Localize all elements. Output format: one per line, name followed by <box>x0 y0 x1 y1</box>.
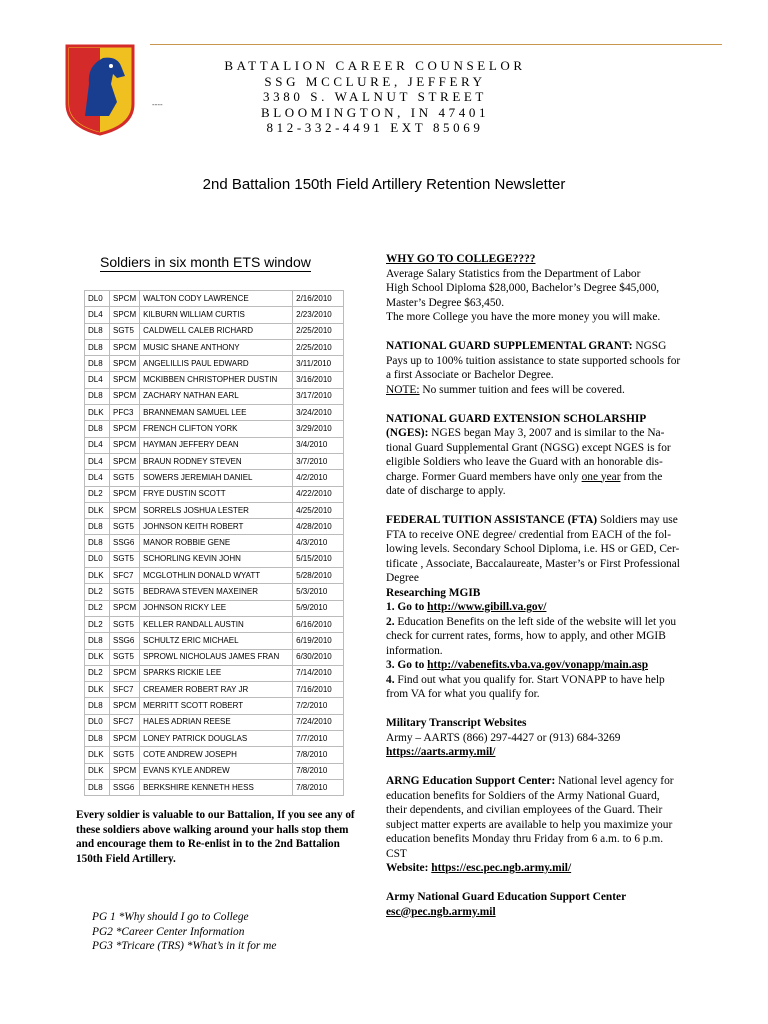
esc-text: National level agency for <box>555 775 674 787</box>
reenlist-appeal: Every soldier is valuable to our Battalion, If you see any of these soldiers above walking around your halls stop them and encourage them to Re-enlist in to the 2nd Battalion 150th Field Artillery. <box>76 809 355 865</box>
roster-date-cell: 3/7/2010 <box>293 453 344 469</box>
table-row <box>85 616 344 632</box>
esc-text: CST <box>386 847 407 860</box>
esc-heading: ARNG Education Support Center: <box>386 775 556 787</box>
newsletter-title: 2nd Battalion 150th Field Artillery Retention Newsletter <box>202 176 566 193</box>
roster-name-cell: KILBURN WILLIAM CURTIS <box>140 307 293 323</box>
roster-unit-cell: DL2 <box>85 600 110 616</box>
roster-date-cell: 3/29/2010 <box>293 421 344 437</box>
roster-date-cell: 6/16/2010 <box>293 616 344 632</box>
mgib-text: information. <box>386 644 443 657</box>
nges-text: tional Guard Supplemental Grant (NGSG) except NGES is for <box>386 441 671 454</box>
roster-date-cell: 3/4/2010 <box>293 437 344 453</box>
nges-text: from the <box>620 470 663 483</box>
roster-unit-cell: DL8 <box>85 698 110 714</box>
roster-name-cell: MANOR ROBBIE GENE <box>140 535 293 551</box>
roster-rank-cell: SGT5 <box>110 323 140 339</box>
counselor-contact-block <box>175 58 575 136</box>
roster-date-cell: 5/15/2010 <box>293 551 344 567</box>
roster-unit-cell: DL2 <box>85 486 110 502</box>
table-row <box>85 779 344 795</box>
mgib-text: Education Benefits on the left side of the website will let you <box>394 615 677 628</box>
roster-unit-cell: DL4 <box>85 453 110 469</box>
ngsg-text: a first Associate or Bachelor Degree. <box>386 369 554 381</box>
roster-date-cell: 3/24/2010 <box>293 405 344 421</box>
table-row <box>85 405 344 421</box>
esc-website-link[interactable]: https://esc.pec.ngb.army.mil/ <box>431 862 572 874</box>
table-row <box>85 323 344 339</box>
mgib-text: from VA for what you qualify for. <box>386 688 540 700</box>
roster-date-cell: 4/22/2010 <box>293 486 344 502</box>
roster-unit-cell: DLK <box>85 682 110 698</box>
roster-date-cell: 7/7/2010 <box>293 731 344 747</box>
college-text: Master’s Degree $63,450. <box>386 296 505 309</box>
roster-rank-cell: SSG6 <box>110 633 140 649</box>
mgib-step-label: 4. <box>386 673 395 686</box>
roster-date-cell: 3/11/2010 <box>293 356 344 372</box>
roster-date-cell: 3/17/2010 <box>293 388 344 404</box>
roster-name-cell: BERKSHIRE KENNETH HESS <box>140 779 293 795</box>
roster-rank-cell: SGT5 <box>110 616 140 632</box>
roster-name-cell: BEDRAVA STEVEN MAXEINER <box>140 584 293 600</box>
roster-date-cell: 2/25/2010 <box>293 339 344 355</box>
table-row <box>85 356 344 372</box>
table-row <box>85 307 344 323</box>
mgib-step-label: 3. Go to <box>386 659 428 671</box>
header-dashes: ---- <box>152 100 163 109</box>
roster-name-cell: FRENCH CLIFTON YORK <box>140 421 293 437</box>
college-text: The more College you have the more money you will make. <box>386 311 661 323</box>
roster-name-cell: ZACHARY NATHAN EARL <box>140 388 293 404</box>
roster-date-cell: 6/30/2010 <box>293 649 344 665</box>
roster-rank-cell: SFC7 <box>110 714 140 730</box>
roster-unit-cell: DLK <box>85 568 110 584</box>
roster-name-cell: MCKIBBEN CHRISTOPHER DUSTIN <box>140 372 293 388</box>
roster-name-cell: HALES ADRIAN REESE <box>140 714 293 730</box>
roster-rank-cell: SFC7 <box>110 682 140 698</box>
roster-rank-cell: SPCM <box>110 421 140 437</box>
roster-unit-cell: DL8 <box>85 388 110 404</box>
roster-name-cell: CREAMER ROBERT RAY JR <box>140 682 293 698</box>
roster-name-cell: BRANNEMAN SAMUEL LEE <box>140 405 293 421</box>
roster-rank-cell: SPCM <box>110 665 140 681</box>
roster-date-cell: 7/8/2010 <box>293 779 344 795</box>
table-row <box>85 551 344 567</box>
fta-text: Soldiers may use <box>597 514 678 526</box>
roster-date-cell: 7/24/2010 <box>293 714 344 730</box>
roster-name-cell: FRYE DUSTIN SCOTT <box>140 486 293 502</box>
ngsg-note-text: No summer tuition and fees will be covered. <box>419 383 625 396</box>
counselor-title: BATTALION CAREER COUNSELOR <box>224 58 526 73</box>
roster-unit-cell: DL8 <box>85 323 110 339</box>
roster-unit-cell: DL8 <box>85 339 110 355</box>
mgib-step-label: 2. <box>386 615 395 628</box>
roster-name-cell: MUSIC SHANE ANTHONY <box>140 339 293 355</box>
fta-heading: FEDERAL TUITION ASSISTANCE (FTA) <box>386 514 598 526</box>
roster-unit-cell: DL4 <box>85 470 110 486</box>
mgib-text: check for current rates, forms, how to apply, and other MGIB <box>386 630 666 642</box>
table-row <box>85 568 344 584</box>
roster-rank-cell: SPCM <box>110 731 140 747</box>
table-row <box>85 421 344 437</box>
esc-website-label: Website: <box>386 862 429 874</box>
roster-rank-cell: SSG6 <box>110 779 140 795</box>
roster-name-cell: JOHNSON KEITH ROBERT <box>140 519 293 535</box>
page-index <box>92 910 276 954</box>
roster-rank-cell: SPCM <box>110 356 140 372</box>
table-row <box>85 600 344 616</box>
roster-name-cell: KELLER RANDALL AUSTIN <box>140 616 293 632</box>
counselor-phone: 812-332-4491 EXT 85069 <box>266 120 484 135</box>
roster-unit-cell: DL4 <box>85 307 110 323</box>
table-row <box>85 502 344 518</box>
roster-rank-cell: SGT5 <box>110 649 140 665</box>
roster-unit-cell: DL2 <box>85 616 110 632</box>
roster-unit-cell: DL2 <box>85 584 110 600</box>
roster-unit-cell: DLK <box>85 747 110 763</box>
table-row <box>85 731 344 747</box>
table-row <box>85 682 344 698</box>
roster-rank-cell: SPCM <box>110 307 140 323</box>
roster-rank-cell: SPCM <box>110 291 140 307</box>
roster-date-cell: 5/3/2010 <box>293 584 344 600</box>
table-row <box>85 698 344 714</box>
fta-text: tificate , Associate, Baccalaureate, Master’s or First Professional <box>386 557 680 570</box>
roster-date-cell: 2/16/2010 <box>293 291 344 307</box>
roster-unit-cell: DL2 <box>85 665 110 681</box>
roster-name-cell: MERRITT SCOTT ROBERT <box>140 698 293 714</box>
table-row <box>85 649 344 665</box>
counselor-name: SSG MCCLURE, JEFFERY <box>264 73 486 89</box>
table-row <box>85 714 344 730</box>
roster-name-cell: SCHULTZ ERIC MICHAEL <box>140 633 293 649</box>
ngsg-text: Pays up to 100% tuition assistance to state supported schools for <box>386 354 681 367</box>
education-column <box>386 252 721 919</box>
table-row <box>85 437 344 453</box>
roster-name-cell: EVANS KYLE ANDREW <box>140 763 293 779</box>
nges-text: eligible Soldiers who leave the Guard with an honorable dis- <box>386 456 663 468</box>
table-row <box>85 291 344 307</box>
table-row <box>85 388 344 404</box>
roster-unit-cell: DL8 <box>85 633 110 649</box>
roster-name-cell: SORRELS JOSHUA LESTER <box>140 502 293 518</box>
esc-contact-heading: Army National Guard Education Support Center <box>386 891 627 903</box>
counselor-street: 3380 S. WALNUT STREET <box>263 89 487 104</box>
roster-date-cell: 2/23/2010 <box>293 307 344 323</box>
roster-rank-cell: SGT5 <box>110 584 140 600</box>
nges-heading: NATIONAL GUARD EXTENSION SCHOLARSHIP <box>386 412 647 425</box>
roster-rank-cell: SPCM <box>110 502 140 518</box>
table-row <box>85 584 344 600</box>
table-row <box>85 486 344 502</box>
table-row <box>85 535 344 551</box>
field-artillery-brigade-shield-icon <box>65 44 135 136</box>
transcript-text: Army – AARTS (866) 297-4427 or (913) 684-3269 <box>386 731 621 744</box>
roster-rank-cell: SPCM <box>110 372 140 388</box>
table-row <box>85 339 344 355</box>
roster-name-cell: CALDWELL CALEB RICHARD <box>140 323 293 339</box>
roster-unit-cell: DLK <box>85 405 110 421</box>
esc-text: subject matter experts are available to help you maximize your <box>386 818 673 831</box>
esc-text: their dependents, and civilian employees of the Guard. Their <box>386 804 663 816</box>
aarts-link[interactable]: https://aarts.army.mil/ <box>386 746 496 758</box>
roster-name-cell: MCGLOTHLIN DONALD WYATT <box>140 568 293 584</box>
roster-date-cell: 7/8/2010 <box>293 763 344 779</box>
nges-text: date of discharge to apply. <box>386 485 506 497</box>
roster-date-cell: 4/28/2010 <box>293 519 344 535</box>
roster-name-cell: SPARKS RICKIE LEE <box>140 665 293 681</box>
roster-unit-cell: DL4 <box>85 372 110 388</box>
roster-rank-cell: SPCM <box>110 388 140 404</box>
counselor-city: BLOOMINGTON, IN 47401 <box>260 104 490 120</box>
roster-date-cell: 5/9/2010 <box>293 600 344 616</box>
roster-name-cell: SCHORLING KEVIN JOHN <box>140 551 293 567</box>
esc-text: education benefits for Soldiers of the Army National Guard, <box>386 789 660 802</box>
nges-heading-abbr: (NGES): <box>386 427 429 439</box>
roster-rank-cell: SPCM <box>110 339 140 355</box>
roster-rank-cell: SGT5 <box>110 470 140 486</box>
table-row <box>85 519 344 535</box>
roster-date-cell: 4/25/2010 <box>293 502 344 518</box>
roster-date-cell: 4/3/2010 <box>293 535 344 551</box>
roster-rank-cell: SFC7 <box>110 568 140 584</box>
roster-name-cell: BRAUN RODNEY STEVEN <box>140 453 293 469</box>
soldier-roster-table <box>84 290 344 796</box>
table-row <box>85 763 344 779</box>
page-index-item: PG3 *Tricare (TRS) *What’s in it for me <box>92 940 277 952</box>
roster-unit-cell: DL8 <box>85 779 110 795</box>
roster-rank-cell: SPCM <box>110 437 140 453</box>
fta-text: FTA to receive ONE degree/ credential from EACH of the fol- <box>386 528 672 541</box>
roster-date-cell: 2/25/2010 <box>293 323 344 339</box>
table-row <box>85 453 344 469</box>
ngsg-note-label: NOTE: <box>386 383 420 396</box>
table-row <box>85 665 344 681</box>
transcript-heading: Military Transcript Websites <box>386 717 527 729</box>
nges-deadline: one year <box>581 470 621 483</box>
esc-email-link[interactable]: esc@pec.ngb.army.mil <box>386 905 496 918</box>
esc-text: education benefits Monday thru Friday from 6 a.m. to 6 p.m. <box>386 833 664 845</box>
roster-unit-cell: DL0 <box>85 291 110 307</box>
page-index-item: PG 1 *Why should I go to College <box>92 911 249 923</box>
college-heading: WHY GO TO COLLEGE???? <box>386 253 536 265</box>
roster-rank-cell: SGT5 <box>110 551 140 567</box>
mgib-step-label: 1. Go to <box>386 601 428 613</box>
roster-name-cell: LONEY PATRICK DOUGLAS <box>140 731 293 747</box>
roster-rank-cell: SGT5 <box>110 519 140 535</box>
table-row <box>85 747 344 763</box>
roster-unit-cell: DLK <box>85 763 110 779</box>
roster-rank-cell: SPCM <box>110 763 140 779</box>
roster-unit-cell: DL8 <box>85 421 110 437</box>
roster-date-cell: 6/19/2010 <box>293 633 344 649</box>
vonapp-link[interactable]: http://vabenefits.vba.va.gov/vonapp/main.asp <box>427 659 649 671</box>
roster-unit-cell: DLK <box>85 502 110 518</box>
roster-name-cell: ANGELILLIS PAUL EDWARD <box>140 356 293 372</box>
roster-date-cell: 4/2/2010 <box>293 470 344 486</box>
roster-name-cell: SOWERS JEREMIAH DANIEL <box>140 470 293 486</box>
nges-text: charge. Former Guard members have only <box>386 470 582 483</box>
roster-date-cell: 3/16/2010 <box>293 372 344 388</box>
roster-rank-cell: PFC3 <box>110 405 140 421</box>
mgib-text: Find out what you qualify for. Start VONAPP to have help <box>394 673 665 686</box>
roster-date-cell: 7/2/2010 <box>293 698 344 714</box>
table-row <box>85 633 344 649</box>
roster-rank-cell: SPCM <box>110 486 140 502</box>
fta-text: lowing levels. Secondary School Diploma, i.e. HS or GED, Cer- <box>386 543 680 555</box>
ngsg-heading: NATIONAL GUARD SUPPLEMENTAL GRANT: <box>386 340 633 352</box>
fta-text: Degree <box>386 572 419 584</box>
roster-unit-cell: DL8 <box>85 535 110 551</box>
gibill-link[interactable]: http://www.gibill.va.gov/ <box>427 601 547 613</box>
ets-window-heading: Soldiers in six month ETS window <box>100 254 311 270</box>
roster-date-cell: 7/16/2010 <box>293 682 344 698</box>
roster-unit-cell: DL0 <box>85 714 110 730</box>
roster-unit-cell: DL0 <box>85 551 110 567</box>
roster-unit-cell: DL8 <box>85 519 110 535</box>
header-rule <box>150 44 722 45</box>
roster-date-cell: 5/28/2010 <box>293 568 344 584</box>
roster-rank-cell: SPCM <box>110 600 140 616</box>
roster-unit-cell: DL8 <box>85 731 110 747</box>
roster-unit-cell: DL4 <box>85 437 110 453</box>
page-index-item: PG2 *Career Center Information <box>92 925 245 938</box>
roster-rank-cell: SGT5 <box>110 747 140 763</box>
roster-name-cell: WALTON CODY LAWRENCE <box>140 291 293 307</box>
roster-name-cell: SPROWL NICHOLAUS JAMES FRAN <box>140 649 293 665</box>
roster-name-cell: COTE ANDREW JOSEPH <box>140 747 293 763</box>
roster-unit-cell: DLK <box>85 649 110 665</box>
roster-name-cell: HAYMAN JEFFERY DEAN <box>140 437 293 453</box>
roster-date-cell: 7/14/2010 <box>293 665 344 681</box>
nges-text: NGES began May 3, 2007 and is similar to the Na- <box>428 427 665 439</box>
ngsg-abbr: NGSG <box>632 340 667 352</box>
table-row <box>85 372 344 388</box>
roster-date-cell: 7/8/2010 <box>293 747 344 763</box>
mgib-heading: Researching MGIB <box>386 586 481 599</box>
college-text: Average Salary Statistics from the Department of Labor <box>386 267 641 280</box>
roster-rank-cell: SPCM <box>110 698 140 714</box>
roster-name-cell: JOHNSON RICKY LEE <box>140 600 293 616</box>
roster-unit-cell: DL8 <box>85 356 110 372</box>
table-row <box>85 470 344 486</box>
roster-rank-cell: SSG6 <box>110 535 140 551</box>
college-text: High School Diploma $28,000, Bachelor’s Degree $45,000, <box>386 282 660 294</box>
roster-rank-cell: SPCM <box>110 453 140 469</box>
